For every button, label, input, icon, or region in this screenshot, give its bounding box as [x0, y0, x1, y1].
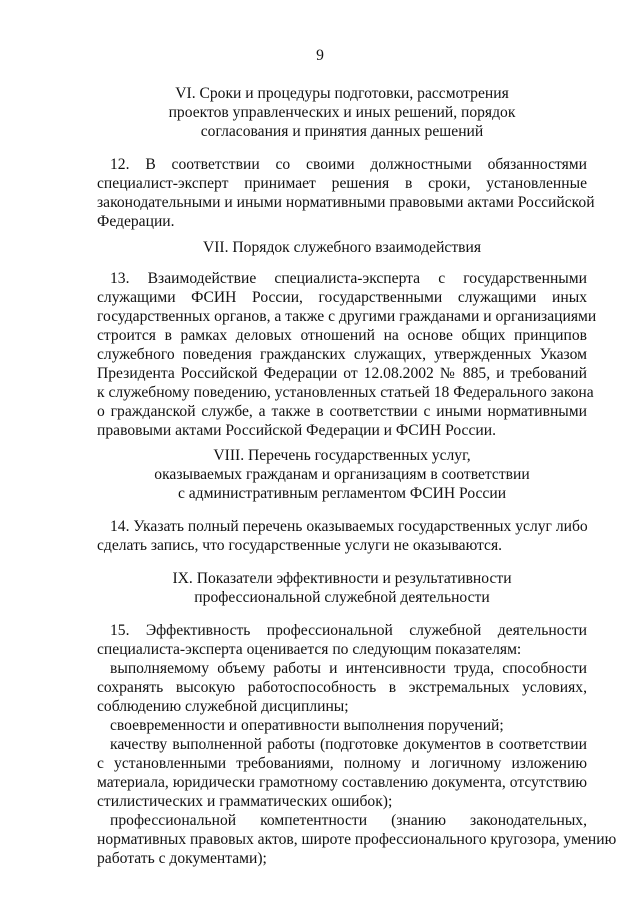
section-8-heading — [97, 446, 587, 503]
paragraph-line: стилистических и грамматических ошибок); — [97, 793, 393, 810]
paragraph-line: государственных органов, а также с другими гражданами и организациями — [97, 308, 597, 325]
heading-line: VIII. Перечень государственных услуг, — [213, 447, 471, 464]
paragraph-line: к служебному поведению, установленных статьей 18 Федерального закона — [97, 384, 594, 401]
heading-line: VII. Порядок служебного взаимодействия — [202, 239, 482, 256]
heading-line: VI. Сроки и процедуры подготовки, рассмотрения — [175, 85, 509, 102]
paragraph-line: нормативных правовых актов, широте профессионального кругозора, умению — [97, 831, 617, 848]
paragraph-line: материала, юридически грамотному составлению документа, отсутствию — [97, 774, 587, 791]
heading-line: проектов управленческих и иных решений, порядок — [168, 104, 516, 121]
criteria-item-quality — [97, 735, 587, 811]
heading-line: с административным регламентом ФСИН России — [177, 485, 507, 502]
section-6-heading — [97, 84, 587, 141]
paragraph-line: строится в рамках деловых отношений на основе общих принципов — [97, 327, 587, 344]
heading-line: согласования и принятия данных решений — [200, 123, 484, 140]
paragraph-15 — [97, 621, 587, 659]
paragraph-line: 14. Указать полный перечень оказываемых государственных услуг либо — [110, 518, 588, 535]
paragraph-13 — [97, 269, 597, 440]
paragraph-line: 12. В соответствии со своими должностными обязанностями — [110, 156, 587, 173]
paragraph-line: профессиональной компетентности (знанию законодательных, — [110, 812, 587, 829]
paragraph-line: сделать запись, что государственные услуги не оказываются. — [97, 537, 503, 554]
paragraph-line: 15. Эффективность профессиональной служебной деятельности — [110, 622, 587, 639]
paragraph-line: своевременности и оперативности выполнения поручений; — [110, 717, 504, 734]
paragraph-line: 13. Взаимодействие специалиста-эксперта с государственными — [110, 270, 587, 287]
heading-line: оказываемых гражданам и организациям в соответствии — [154, 466, 530, 483]
paragraph-line: Федерации. — [97, 213, 175, 230]
paragraph-line: служебного поведения гражданских служащих, утвержденных Указом — [97, 346, 587, 363]
heading-line: IX. Показатели эффективности и результативности — [172, 570, 512, 587]
criteria-item-competence — [97, 811, 617, 868]
criteria-item-workload — [97, 659, 587, 716]
paragraph-line: о гражданской службе, а также в соответствии с иными нормативными — [97, 403, 587, 420]
paragraph-line: правовыми актами Российской Федерации и ФСИН России. — [97, 422, 496, 439]
paragraph-line: служащими ФСИН России, государственными служащими иных — [97, 289, 587, 306]
paragraph-line: соблюдению служебной дисциплины; — [97, 698, 349, 715]
paragraph-line: специалиста-эксперта оценивается по следующим показателям: — [97, 641, 522, 658]
heading-line: профессиональной служебной деятельности — [194, 589, 490, 606]
paragraph-line: Президента Российской Федерации от 12.08.2002 № 885, и требований — [97, 365, 587, 382]
paragraph-line: качеству выполненной работы (подготовке документов в соответствии — [110, 736, 587, 753]
criteria-item-timeliness — [97, 716, 587, 735]
section-7-heading — [97, 238, 587, 257]
paragraph-line: выполняемому объему работы и интенсивности труда, способности — [110, 660, 587, 677]
page-number: 9 — [316, 47, 324, 64]
paragraph-line: с установленными требованиями, полному и логичному изложению — [97, 755, 587, 772]
paragraph-12 — [97, 155, 595, 231]
paragraph-line: специалист-эксперт принимает решения в сроки, установленные — [97, 175, 587, 192]
paragraph-line: законодательными и иными нормативными правовыми актами Российской — [97, 194, 595, 211]
section-9-heading — [97, 569, 587, 607]
paragraph-14 — [97, 517, 587, 555]
paragraph-line: работать с документами); — [97, 850, 267, 867]
paragraph-line: сохранять высокую работоспособность в экстремальных условиях, — [97, 679, 587, 696]
